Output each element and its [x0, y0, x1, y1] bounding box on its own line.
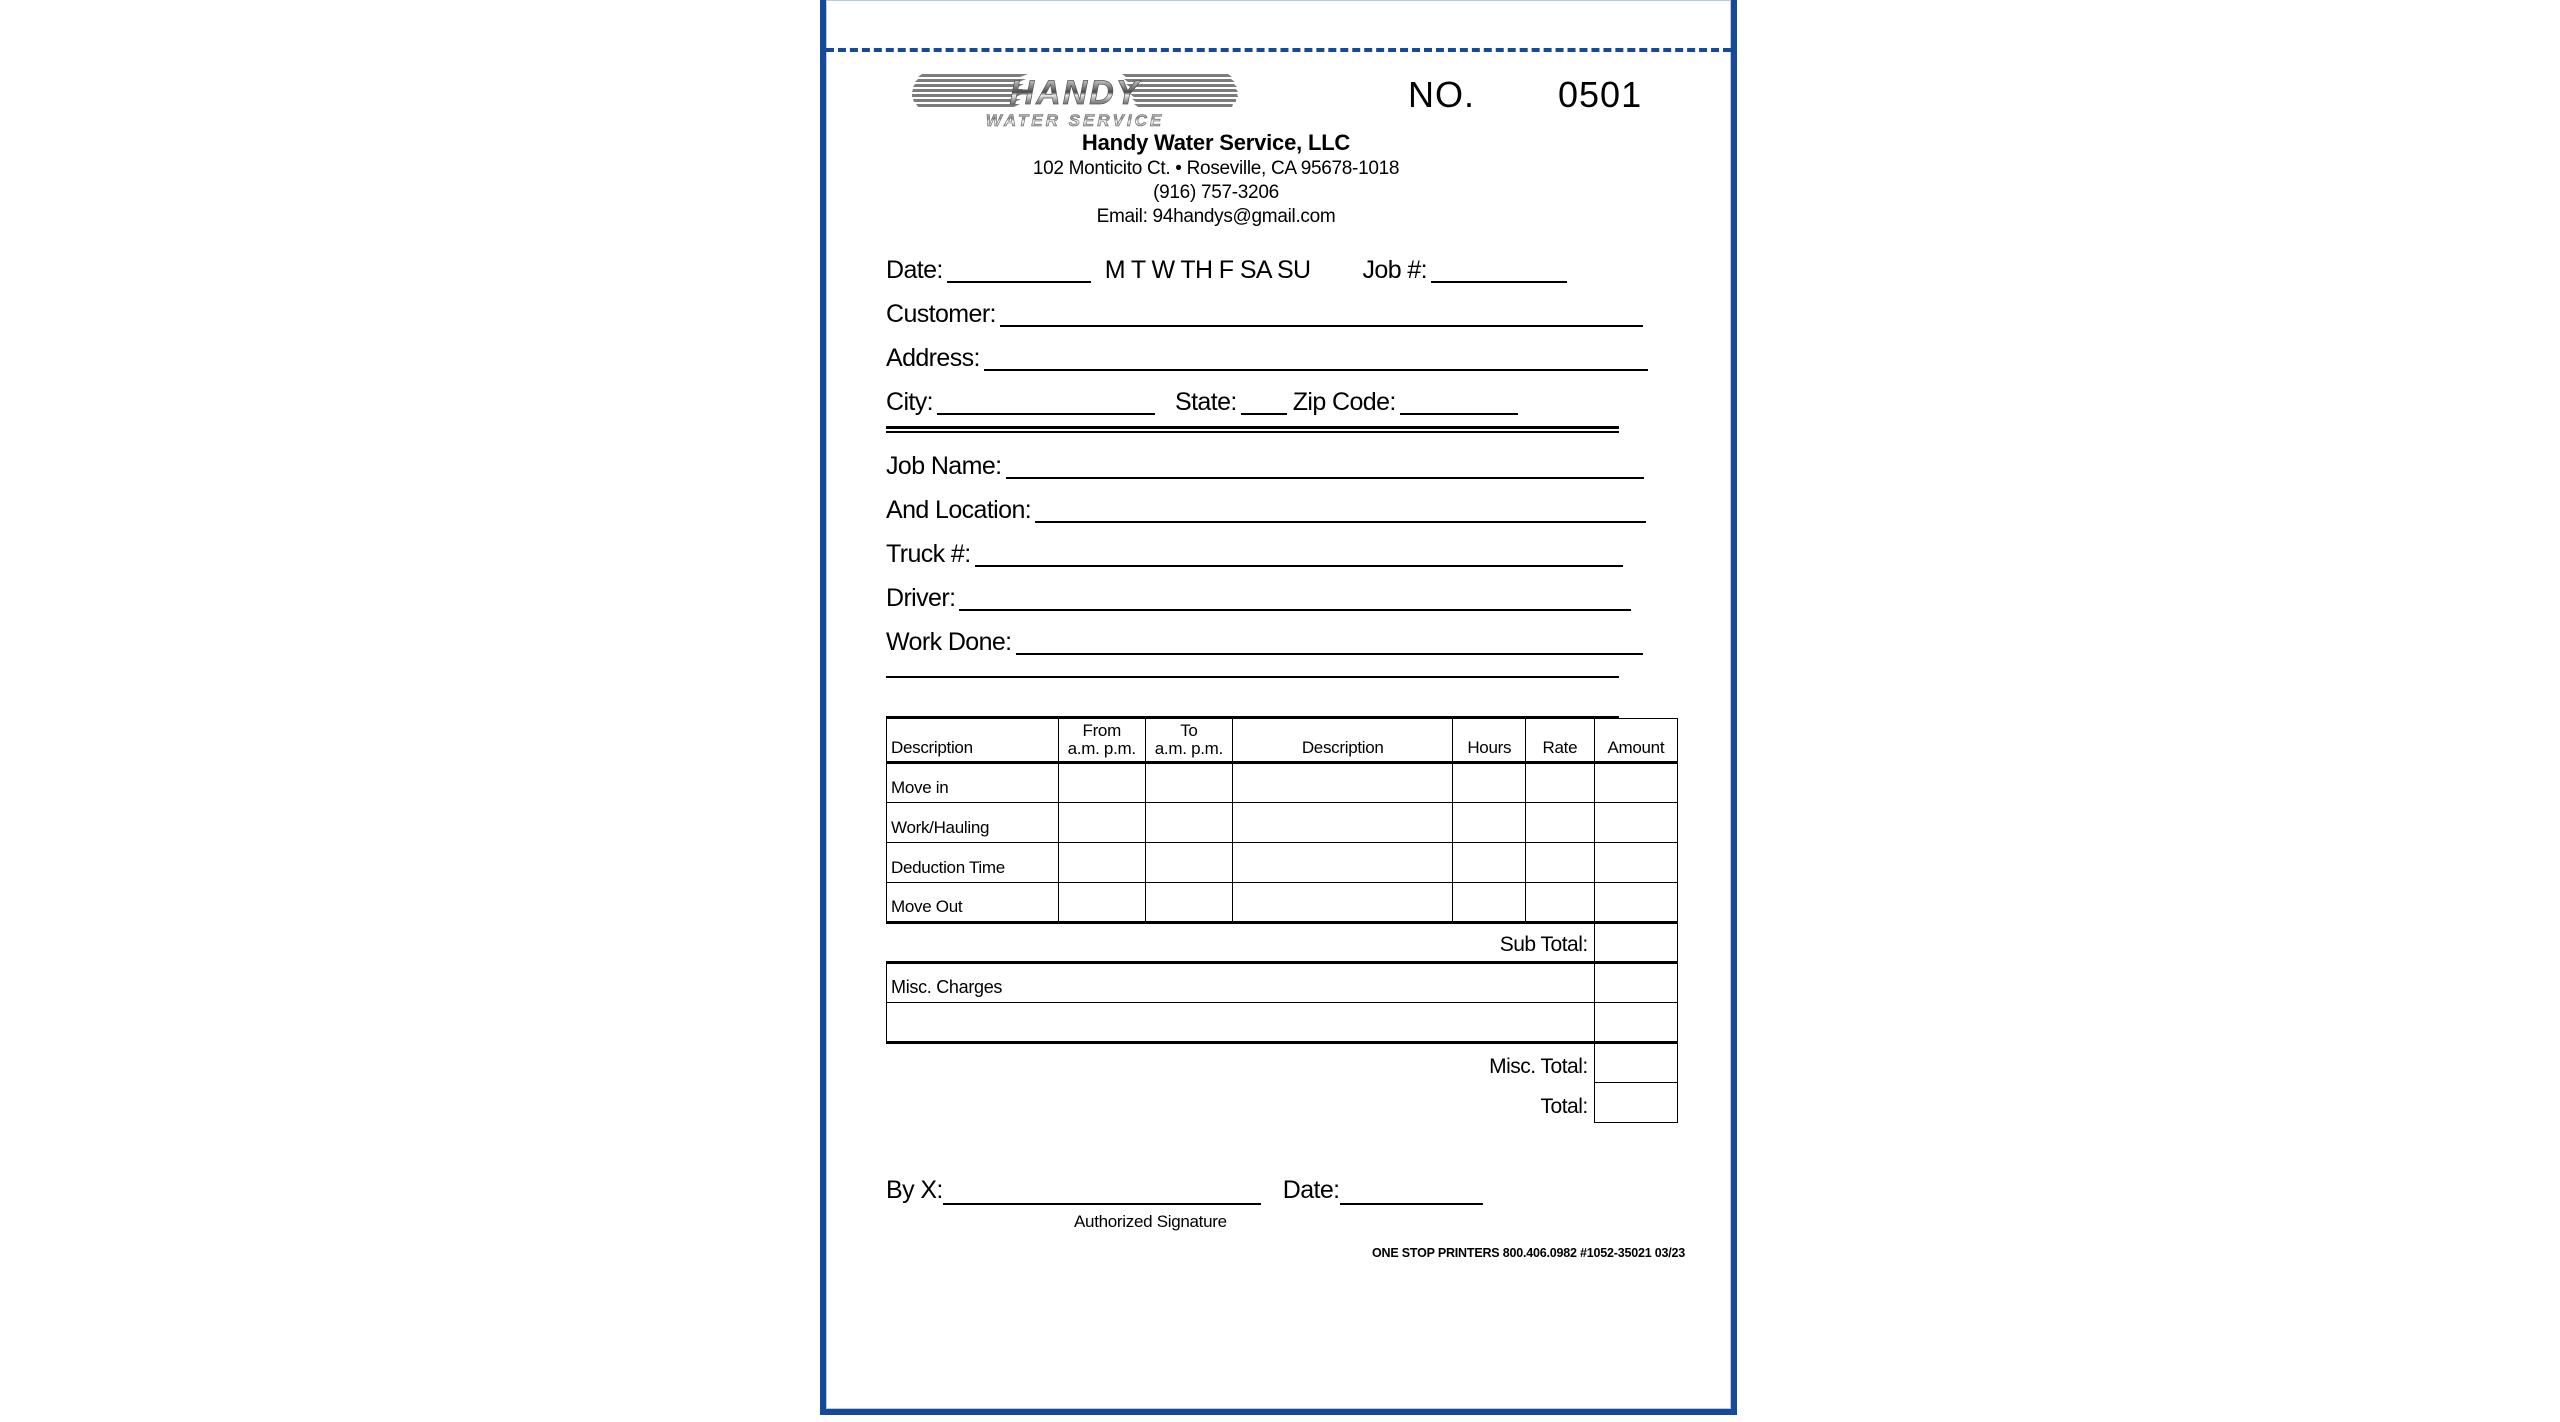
svg-text:HANDY: HANDY — [1009, 74, 1141, 112]
sub-total-value[interactable] — [1594, 923, 1677, 963]
misc-charges-row — [887, 963, 1678, 1003]
row-label-move-in: Move in — [887, 763, 1059, 803]
cell-hours-move-in[interactable] — [1453, 763, 1526, 803]
and-location-row — [886, 496, 1646, 523]
misc-charges-row-2 — [887, 1003, 1678, 1043]
row-label-deduction-time: Deduction Time — [887, 843, 1059, 883]
header-description-right: Description — [1232, 719, 1453, 763]
date-input[interactable] — [947, 256, 1091, 283]
zip-label: Zip Code: — [1292, 388, 1396, 416]
work-done-input-2[interactable] — [886, 676, 1619, 678]
table-row — [887, 843, 1678, 883]
cell-amount-move-out[interactable] — [1594, 883, 1677, 923]
driver-input[interactable] — [959, 584, 1631, 611]
cell-description-move-in[interactable] — [1232, 763, 1453, 803]
table-header-row — [887, 719, 1678, 763]
truck-input[interactable] — [975, 540, 1623, 567]
driver-row — [886, 584, 1631, 611]
work-detail-table — [886, 718, 1678, 1123]
state-input[interactable] — [1241, 388, 1287, 415]
header-amount: Amount — [1594, 719, 1677, 763]
city-label: City: — [886, 388, 934, 416]
cell-rate-deduction-time[interactable] — [1526, 843, 1595, 883]
invoice-number-label: NO. — [1408, 74, 1476, 115]
form-sheet — [826, 54, 1731, 1409]
cell-from-move-in[interactable] — [1058, 763, 1145, 803]
cell-to-deduction-time[interactable] — [1145, 843, 1232, 883]
driver-label: Driver: — [886, 584, 956, 612]
cell-hours-deduction-time[interactable] — [1453, 843, 1526, 883]
sub-total-row — [887, 923, 1678, 963]
footer-date-input[interactable] — [1340, 1178, 1483, 1205]
and-location-input[interactable] — [1035, 496, 1646, 523]
company-phone: (916) 757-3206 — [1153, 182, 1279, 203]
row-label-move-out: Move Out — [887, 883, 1059, 923]
header-to-ampm: a.m. p.m. — [1154, 739, 1223, 759]
header-hours: Hours — [1453, 719, 1526, 763]
cell-rate-move-in[interactable] — [1526, 763, 1595, 803]
invoice-number-value: 0501 — [1558, 74, 1643, 115]
address-row — [886, 344, 1648, 371]
handy-water-service-logo-icon — [908, 60, 1238, 132]
weekday-selector[interactable]: M T W TH F SA SU — [1104, 256, 1311, 284]
section-divider-double-rule — [886, 426, 1619, 432]
date-label: Date: — [886, 256, 943, 284]
svg-text:WATER SERVICE: WATER SERVICE — [985, 111, 1165, 130]
and-location-label: And Location: — [886, 496, 1032, 524]
city-input[interactable] — [937, 388, 1155, 415]
cell-rate-work-hauling[interactable] — [1526, 803, 1595, 843]
header-from-ampm: a.m. p.m. — [1067, 739, 1136, 759]
table-row — [887, 803, 1678, 843]
job-number-input[interactable] — [1431, 256, 1567, 283]
misc-charges-extra-input[interactable] — [887, 1003, 1595, 1043]
company-info-block — [826, 130, 1606, 230]
customer-label: Customer: — [886, 300, 996, 328]
cell-amount-move-in[interactable] — [1594, 763, 1677, 803]
total-row — [887, 1083, 1678, 1123]
cell-from-move-out[interactable] — [1058, 883, 1145, 923]
signature-row — [886, 1176, 1483, 1205]
cell-amount-deduction-time[interactable] — [1594, 843, 1677, 883]
cell-to-move-out[interactable] — [1145, 883, 1232, 923]
misc-total-label: Misc. Total: — [887, 1043, 1595, 1083]
sub-total-label: Sub Total: — [887, 923, 1595, 963]
total-value[interactable] — [1594, 1083, 1677, 1123]
customer-row — [886, 300, 1643, 327]
cell-hours-move-out[interactable] — [1453, 883, 1526, 923]
misc-charges-label[interactable]: Misc. Charges — [887, 963, 1595, 1003]
truck-label: Truck #: — [886, 540, 971, 568]
table-row — [887, 763, 1678, 803]
cell-amount-work-hauling[interactable] — [1594, 803, 1677, 843]
printer-imprint-line: ONE STOP PRINTERS 800.406.0982 #1052-35021 03/23 — [1372, 1246, 1686, 1260]
cell-to-work-hauling[interactable] — [1145, 803, 1232, 843]
company-email: Email: 94handys@gmail.com — [1096, 206, 1336, 227]
misc-total-row — [887, 1043, 1678, 1083]
customer-input[interactable] — [1000, 300, 1643, 327]
cell-description-deduction-time[interactable] — [1232, 843, 1453, 883]
work-done-label: Work Done: — [886, 628, 1012, 656]
zip-input[interactable] — [1400, 388, 1518, 415]
footer-date-label: Date: — [1282, 1176, 1340, 1204]
misc-charges-value-2[interactable] — [1594, 1003, 1677, 1043]
job-name-label: Job Name: — [886, 452, 1002, 480]
row-label-work-hauling: Work/Hauling — [887, 803, 1059, 843]
company-name: Handy Water Service, LLC — [1081, 130, 1351, 155]
company-address: 102 Monticito Ct. • Roseville, CA 95678-1018 — [1032, 158, 1400, 179]
address-label: Address: — [886, 344, 980, 372]
date-row — [886, 256, 1567, 283]
misc-total-value[interactable] — [1594, 1043, 1677, 1083]
header-to-top: To — [1180, 721, 1198, 741]
header-description-left: Description — [887, 719, 1059, 763]
state-label: State: — [1175, 388, 1237, 416]
work-done-input-1[interactable] — [1016, 628, 1643, 655]
city-state-zip-row — [886, 388, 1518, 415]
cell-hours-work-hauling[interactable] — [1453, 803, 1526, 843]
work-done-row — [886, 628, 1643, 655]
by-x-label: By X: — [886, 1176, 943, 1204]
address-input[interactable] — [984, 344, 1648, 371]
cell-from-deduction-time[interactable] — [1058, 843, 1145, 883]
table-row — [887, 883, 1678, 923]
misc-charges-value-1[interactable] — [1594, 963, 1677, 1003]
job-number-label: Job #: — [1362, 256, 1427, 284]
header-from-top: From — [1082, 721, 1121, 741]
header-from — [1058, 719, 1145, 763]
cell-to-move-in[interactable] — [1145, 763, 1232, 803]
cell-description-work-hauling[interactable] — [1232, 803, 1453, 843]
company-logo — [908, 60, 1238, 132]
cell-rate-move-out[interactable] — [1526, 883, 1595, 923]
truck-row — [886, 540, 1623, 567]
header-rate: Rate — [1526, 719, 1595, 763]
header-to — [1145, 719, 1232, 763]
authorized-signature-caption: Authorized Signature — [1074, 1212, 1227, 1231]
job-name-input[interactable] — [1006, 452, 1644, 479]
perforation-dashed-line — [826, 48, 1731, 52]
cell-description-move-out[interactable] — [1232, 883, 1453, 923]
signature-input[interactable] — [943, 1178, 1261, 1205]
total-label: Total: — [887, 1083, 1595, 1123]
cell-from-work-hauling[interactable] — [1058, 803, 1145, 843]
job-name-row — [886, 452, 1644, 479]
